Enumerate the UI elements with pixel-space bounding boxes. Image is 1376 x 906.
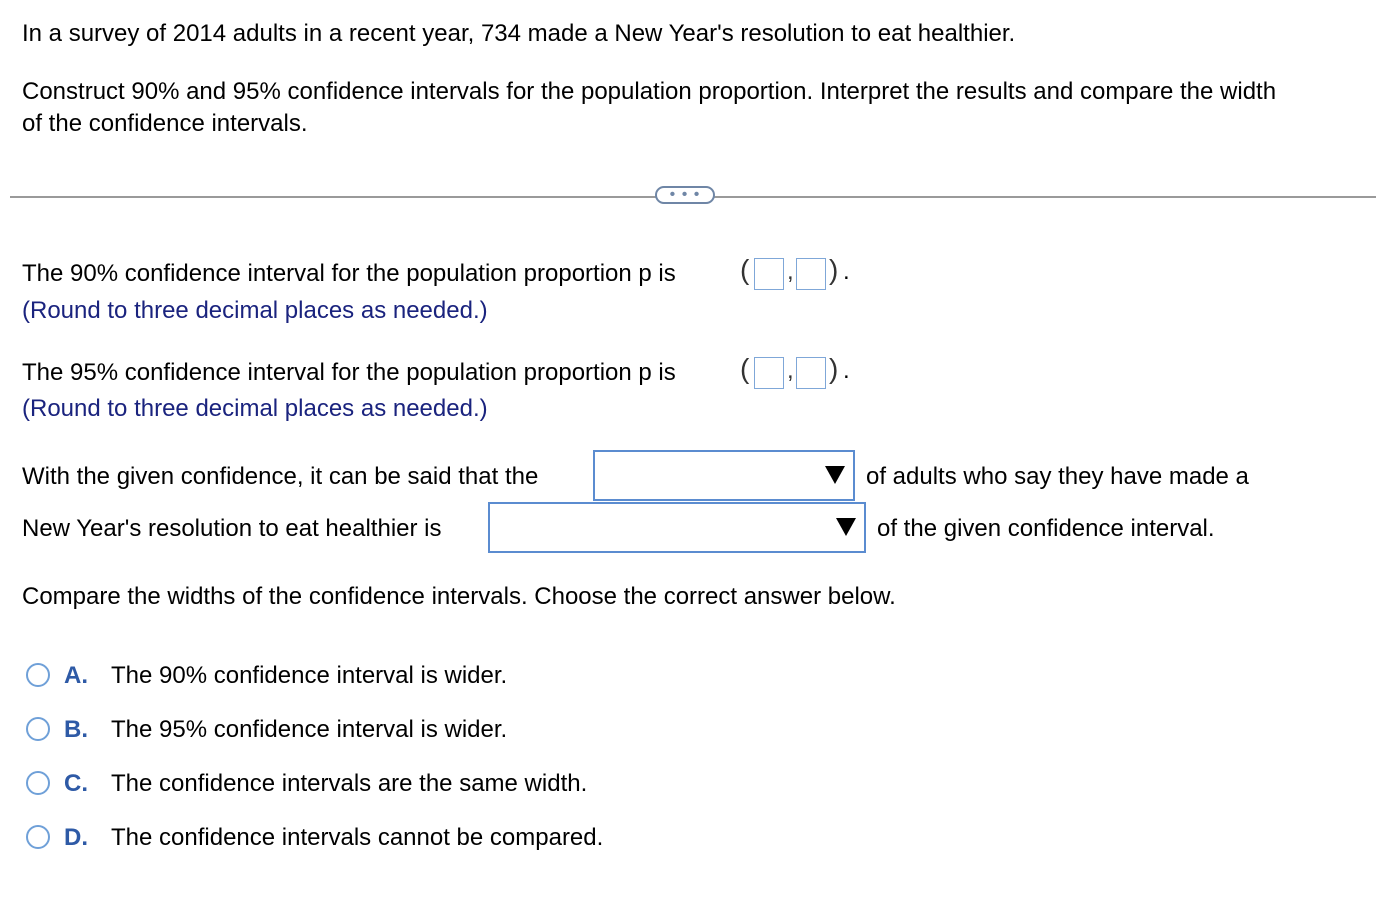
option-b-letter: B.: [64, 716, 88, 743]
option-a-text: The 90% confidence interval is wider.: [111, 662, 508, 689]
interpretation-text-3: New Year's resolution to eat healthier is: [22, 515, 442, 542]
ci90-end-period: .: [843, 258, 850, 285]
option-b-radio[interactable]: [26, 717, 50, 741]
ci90-prompt: The 90% confidence interval for the population proportion p is: [22, 260, 676, 287]
ci95-prompt: The 95% confidence interval for the population proportion p is: [22, 359, 676, 386]
problem-instructions-line-2: of the confidence intervals.: [22, 110, 308, 137]
option-a-letter: A.: [64, 662, 88, 689]
ci95-open-paren: (: [740, 353, 750, 384]
option-c-radio[interactable]: [26, 771, 50, 795]
dropdown-arrow-icon: [825, 466, 845, 484]
ci95-upper-input[interactable]: [796, 357, 826, 389]
ci90-close-paren: ): [829, 254, 839, 285]
option-b[interactable]: [26, 715, 566, 745]
ci95-lower-input[interactable]: [754, 357, 784, 389]
ci90-lower-input[interactable]: [754, 258, 784, 290]
option-c[interactable]: [26, 769, 646, 799]
interpretation-text-1: With the given confidence, it can be said that the: [22, 463, 539, 490]
compare-question: Compare the widths of the confidence intervals. Choose the correct answer below.: [22, 583, 896, 610]
problem-statement-line-1: In a survey of 2014 adults in a recent year, 734 made a New Year's resolution to eat healthier.: [22, 20, 1016, 47]
show-more-button[interactable]: • • •: [655, 186, 715, 204]
ci95-end-period: .: [843, 357, 850, 384]
ci90-rounding-hint: (Round to three decimal places as needed.): [22, 297, 488, 324]
option-c-letter: C.: [64, 770, 88, 797]
ci95-rounding-hint: (Round to three decimal places as needed.): [22, 395, 488, 422]
option-d-letter: D.: [64, 824, 88, 851]
problem-instructions-line-1: Construct 90% and 95% confidence intervals for the population proportion. Interpret the results and compare the width: [22, 78, 1277, 105]
ci90-open-paren: (: [740, 254, 750, 285]
option-c-text: The confidence intervals are the same width.: [111, 770, 588, 797]
option-b-text: The 95% confidence interval is wider.: [111, 716, 508, 743]
option-a-radio[interactable]: [26, 663, 50, 687]
ci95-separator: ,: [787, 357, 794, 384]
interpretation-text-4: of the given confidence interval.: [877, 515, 1215, 542]
ci90-interval-group: [740, 256, 860, 286]
interpretation-dropdown-1[interactable]: [593, 450, 855, 501]
option-d-radio[interactable]: [26, 825, 50, 849]
ci90-separator: ,: [787, 258, 794, 285]
interpretation-dropdown-2[interactable]: [488, 502, 866, 553]
interpretation-text-2: of adults who say they have made a: [866, 463, 1249, 490]
ci95-interval-group: [740, 355, 860, 385]
ci90-upper-input[interactable]: [796, 258, 826, 290]
option-d[interactable]: [26, 823, 666, 853]
option-d-text: The confidence intervals cannot be compared.: [111, 824, 604, 851]
ci95-close-paren: ): [829, 353, 839, 384]
dropdown-arrow-icon: [836, 518, 856, 536]
option-a[interactable]: [26, 661, 566, 691]
